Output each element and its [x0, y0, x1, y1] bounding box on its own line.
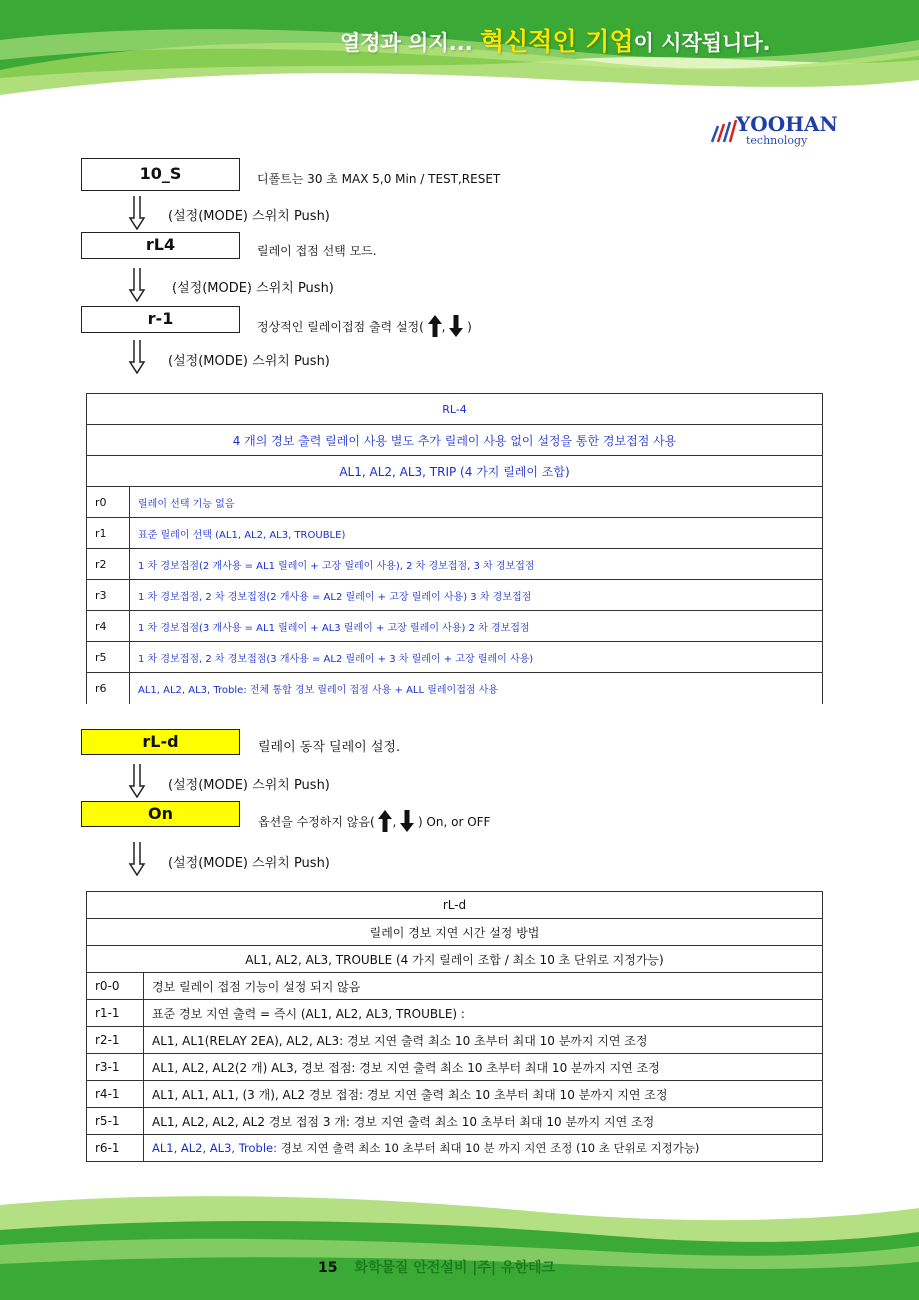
table-row: r3-1 AL1, AL2, AL2(2 개) AL3, 경보 접점: 경보 지연 출력 최소 10 초부터 최대 10 분까지 지연 조정: [87, 1054, 823, 1081]
push-instruction: (설정(MODE) 스위치 Push): [168, 778, 330, 793]
table-row: r0-0 경보 릴레이 접점 기능이 설정 되지 않음: [87, 973, 823, 1000]
r6-1-text: 경보 지연 출력 최소 10 초부터 최대 10 분 까지 지연 조정 (10 초 단위로 지정가능): [277, 1141, 700, 1155]
page-number: 15: [318, 1260, 338, 1276]
flow-down-arrow-icon: [128, 842, 146, 876]
arrow-down-icon: [449, 315, 463, 337]
mode-box-10s: 10_S: [81, 158, 240, 191]
push-instruction: (설정(MODE) 스위치 Push): [168, 209, 330, 224]
table-row: r3 1 차 경보접점, 2 차 경보접점(2 개사용 = AL2 릴레이 + 고장 릴레이 사용) 3 차 경보접점: [87, 580, 823, 611]
push-instruction: (설정(MODE) 스위치 Push): [172, 281, 334, 296]
arrow-up-icon: [428, 315, 442, 337]
table-title: RL-4: [87, 394, 823, 425]
mode-box-on: On: [81, 801, 240, 827]
company-logo: [708, 110, 848, 152]
table-row: r1 표준 릴레이 선택 (AL1, AL2, AL3, TROUBLE): [87, 518, 823, 549]
table-title: rL-d: [87, 892, 823, 919]
arrow-down-icon: [400, 810, 414, 832]
mode-box-on-desc: 옵션을 수정하지 않음( , ) On, or OFF: [258, 810, 490, 832]
table-row: r6-1 AL1, AL2, AL3, Troble: 경보 지연 출력 최소 10 초부터 최대 10 분 까지 지연 조정 (10 초 단위로 지정가능): [87, 1135, 823, 1162]
on-desc-text: 옵션을 수정하지 않음(: [258, 815, 375, 829]
push-instruction: (설정(MODE) 스위치 Push): [168, 354, 330, 369]
push-instruction: (설정(MODE) 스위치 Push): [168, 856, 330, 871]
mode-box-r1: r-1: [81, 306, 240, 333]
flow-down-arrow-icon: [128, 268, 146, 302]
table-row: r6 AL1, AL2, AL3, Troble: 전체 통합 경보 릴레이 접점 사용 + ALL 릴레이접점 사용: [87, 673, 823, 704]
table-row: r5 1 차 경보접점, 2 차 경보접점(3 개사용 = AL2 릴레이 + 3 차 릴레이 + 고장 릴레이 사용): [87, 642, 823, 673]
footer-wave-band: [0, 1190, 919, 1300]
table-row: r2-1 AL1, AL1(RELAY 2EA), AL2, AL3: 경보 지연 출력 최소 10 초부터 최대 10 분까지 지연 조정: [87, 1027, 823, 1054]
table-row: r4-1 AL1, AL1, AL1, (3 개), AL2 경보 접점: 경보 지연 출력 최소 10 초부터 최대 10 분까지 지연 조정: [87, 1081, 823, 1108]
table-row: r4 1 차 경보접점(3 개사용 = AL1 릴레이 + AL3 릴레이 + 고장 릴레이 사용) 2 차 경보접점: [87, 611, 823, 642]
table-row: r5-1 AL1, AL2, AL2, AL2 경보 접점 3 개: 경보 지연 출력 최소 10 초부터 최대 10 분까지 지연 조정: [87, 1108, 823, 1135]
flow-down-arrow-icon: [128, 340, 146, 374]
flow-down-arrow-icon: [128, 196, 146, 230]
arrow-up-icon: [378, 810, 392, 832]
table-row: r0 릴레이 선택 기능 없음: [87, 487, 823, 518]
slogan-prefix: 열정과 의지...: [340, 31, 473, 55]
footer: [318, 1257, 555, 1277]
logo-stripes-icon: [708, 116, 738, 144]
mode-box-rl4-desc: 릴레이 접점 선택 모드.: [257, 244, 377, 258]
on-desc-end: ) On, or OFF: [417, 815, 491, 829]
relay-delay-table: [86, 891, 823, 1162]
r1-desc-end: ): [467, 320, 472, 334]
table-subtitle: 릴레이 경보 지연 시간 설정 방법: [87, 919, 823, 946]
r6-1-blue-text: AL1, AL2, AL3, Troble:: [152, 1141, 277, 1155]
table-combo: AL1, AL2, AL3, TROUBLE (4 가지 릴레이 조합 / 최소 10 초 단위로 지정가능): [87, 946, 823, 973]
header-slogan: [340, 22, 771, 58]
mode-box-rld: rL-d: [81, 729, 240, 755]
logo-wordmark: YOOHAN: [736, 112, 838, 136]
footer-company: 화학물질 안전설비 |주| 유한테크: [354, 1260, 556, 1276]
mode-box-rl4: rL4: [81, 232, 240, 259]
mode-box-10s-desc: 디폴트는 30 초 MAX 5,0 Min / TEST,RESET: [257, 172, 501, 186]
slogan-suffix: 이 시작됩니다.: [633, 31, 771, 55]
table-subtitle: 4 개의 경보 출력 릴레이 사용 별도 추가 릴레이 사용 없이 설정을 통한 경보접점 사용: [87, 425, 823, 456]
flow-down-arrow-icon: [128, 764, 146, 798]
r1-desc-text: 정상적인 릴레이접점 출력 설정(: [257, 320, 424, 334]
table-combo: AL1, AL2, AL3, TRIP (4 가지 릴레이 조합): [87, 456, 823, 487]
table-row: r1-1 표준 경보 지연 출력 = 즉시 (AL1, AL2, AL3, TROUBLE) :: [87, 1000, 823, 1027]
relay-mode-table: [86, 393, 823, 704]
slogan-highlight: 혁신적인 기업: [480, 27, 634, 56]
table-row: r2 1 차 경보접점(2 개사용 = AL1 릴레이 + 고장 릴레이 사용), 2 차 경보접점, 3 차 경보접점: [87, 549, 823, 580]
mode-box-rld-desc: 릴레이 동작 딜레이 설정.: [258, 740, 401, 755]
mode-box-r1-desc: 정상적인 릴레이접점 출력 설정( , ): [257, 315, 472, 337]
logo-subtitle: technology: [746, 134, 808, 147]
